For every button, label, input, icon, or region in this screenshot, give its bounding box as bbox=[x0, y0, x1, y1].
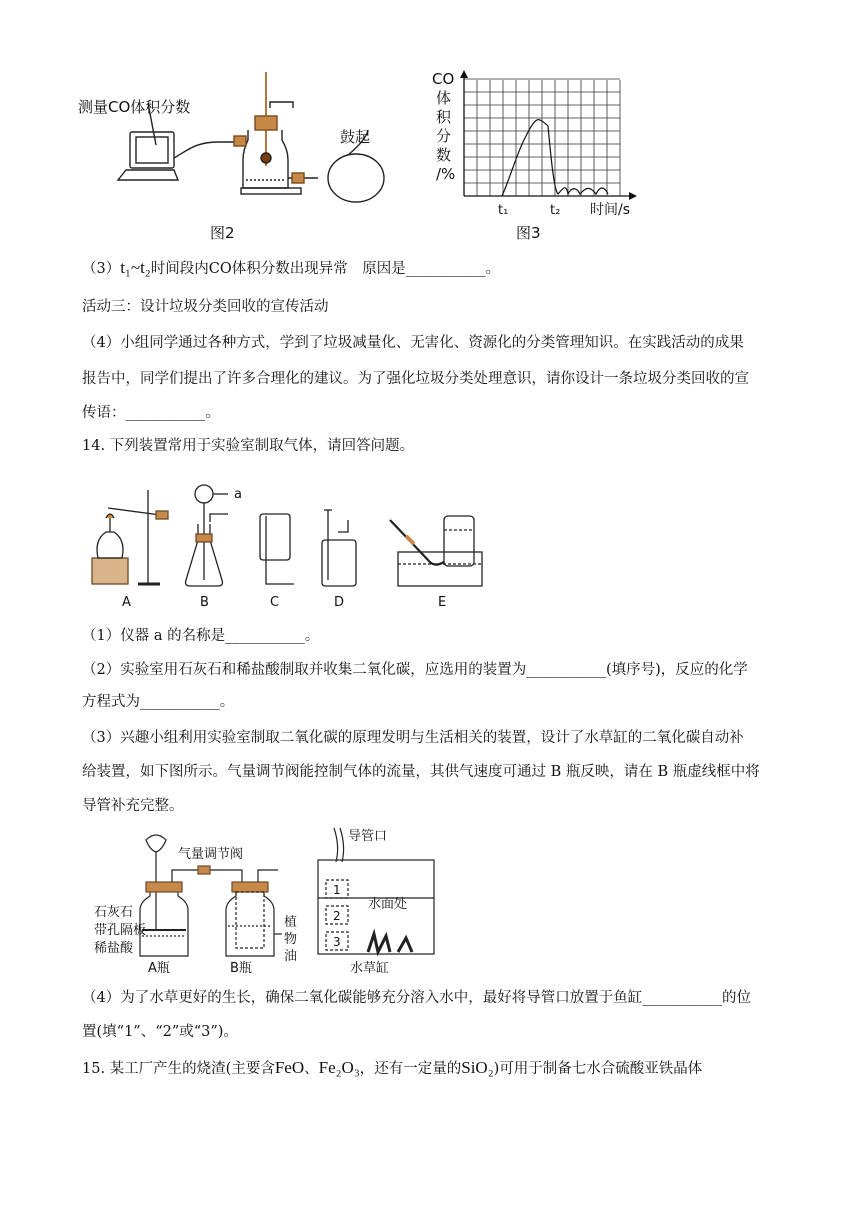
q14-sub4-line2: 置(填“1”、“2”或“3”)。 bbox=[82, 1024, 238, 1040]
bottle-b-label: B瓶 bbox=[230, 961, 252, 976]
apparatus-b bbox=[186, 485, 229, 586]
co2-supply-figure bbox=[78, 826, 448, 976]
label-a: a bbox=[234, 487, 242, 502]
oil-label-1: 植 bbox=[284, 915, 298, 930]
apparatus-label-c: C bbox=[270, 595, 280, 610]
figure-2 bbox=[78, 70, 408, 245]
y-axis-label-part: 数 bbox=[436, 146, 452, 164]
fig2-caption: 图2 bbox=[210, 224, 235, 242]
apparatus-label-e: E bbox=[438, 595, 447, 610]
x-axis-arrow bbox=[629, 192, 637, 200]
water-surface-label: 水面处 bbox=[368, 897, 408, 912]
bottle-a-label: A瓶 bbox=[148, 961, 170, 976]
t1-label: t₁ bbox=[498, 203, 509, 218]
box-3-label: 3 bbox=[333, 935, 341, 949]
q14-stem: 14. 下列装置常用于实验室制取气体，请回答问题。 bbox=[82, 438, 415, 454]
apparatus-label-a: A bbox=[122, 595, 131, 610]
y-axis-label-part: 分 bbox=[436, 127, 452, 145]
q14-sub3-line3: 导管补充完整。 bbox=[82, 798, 184, 814]
q14-sub3-line1: （3）兴趣小组利用实验室制取二氧化碳的原理发明与生活相关的装置，设计了水草缸的二氧化碳自动补 bbox=[82, 730, 744, 746]
y-axis-label-part: CO bbox=[432, 70, 455, 88]
fig3-caption: 图3 bbox=[516, 224, 541, 242]
y-axis-label-part: 体 bbox=[436, 89, 452, 107]
q14-sub1: （1）仪器 a 的名称是___________。 bbox=[82, 628, 320, 644]
acid-label: 稀盐酸 bbox=[94, 941, 134, 956]
plate-label: 带孔隔板 bbox=[94, 923, 147, 938]
apparatus-label-d: D bbox=[334, 595, 345, 610]
q13-sub4-line2: 报告中，同学们提出了许多合理化的建议。为了强化垃圾分类处理意识，请你设计一条垃圾分类回收的宣 bbox=[82, 371, 749, 387]
oil-label-3: 油 bbox=[284, 949, 298, 964]
formula-feo: FeO bbox=[274, 1058, 305, 1077]
limestone-label: 石灰石 bbox=[94, 905, 134, 920]
formula-sio2: SiO₂ bbox=[461, 1058, 494, 1077]
y-axis-arrow bbox=[460, 70, 468, 78]
oil-label-2: 物 bbox=[284, 932, 298, 947]
apparatus-c bbox=[260, 514, 294, 584]
y-axis-label-part: 积 bbox=[436, 108, 452, 126]
t2-label: t₂ bbox=[550, 203, 561, 218]
q14-sub3-line2: 给装置，如下图所示。气量调节阀能控制气体的流量，其供气速度可通过 B 瓶反映，请在 B 瓶虚线框中将 bbox=[82, 764, 760, 780]
q14-sub2-line2: 方程式为___________。 bbox=[82, 694, 235, 710]
q13-sub4-line1: （4）小组同学通过各种方式，学到了垃圾减量化、无害化、资源化的分类管理知识。在实践活动的成果 bbox=[82, 335, 744, 351]
q14-sub4-line1: （4）为了水草更好的生长，确保二氧化碳能够充分溶入水中，最好将导管口放置于鱼缸___________的位 bbox=[82, 990, 751, 1006]
figure-3 bbox=[430, 68, 650, 246]
q14-sub2-line1: （2）实验室用石灰石和稀盐酸制取并收集二氧化碳，应选用的装置为___________(填序号)，反应的化学 bbox=[82, 662, 748, 678]
box-1-label: 1 bbox=[333, 883, 341, 897]
q15-stem: 15. 某工厂产生的烧渣(主要含FeO、Fe₂O₃，还有一定量的SiO₂)可用于制备七水合硫酸亚铁晶体 bbox=[82, 1058, 703, 1077]
formula-fe2o3: Fe₂O₃ bbox=[318, 1058, 360, 1077]
fig2-bulge-label: 鼓起 bbox=[340, 128, 371, 146]
pipe-mouth-label: 导管口 bbox=[348, 829, 388, 844]
activity-3-heading: 活动三：设计垃圾分类回收的宣传活动 bbox=[82, 299, 329, 315]
apparatus-e bbox=[390, 516, 482, 586]
q13-sub3: （3）t₁~t₂时间段内CO体积分数出现异常 原因是___________。 bbox=[82, 258, 500, 277]
apparatus-d bbox=[322, 510, 356, 586]
valve-label: 气量调节阀 bbox=[178, 847, 244, 862]
fig2-measure-label: 测量CO体积分数 bbox=[78, 98, 191, 116]
bottle-b bbox=[226, 870, 282, 956]
apparatus-label-b: B bbox=[200, 595, 209, 610]
apparatus-a bbox=[92, 490, 168, 584]
apparatus-figure bbox=[78, 480, 498, 615]
time-range: t₁~t₂ bbox=[120, 258, 151, 277]
box-2-label: 2 bbox=[333, 909, 341, 923]
y-axis-label-part: /% bbox=[436, 165, 456, 183]
x-axis-label: 时间/s bbox=[590, 202, 631, 218]
q13-sub4-line3: 传语：___________。 bbox=[82, 405, 220, 421]
tank-label: 水草缸 bbox=[350, 961, 390, 976]
